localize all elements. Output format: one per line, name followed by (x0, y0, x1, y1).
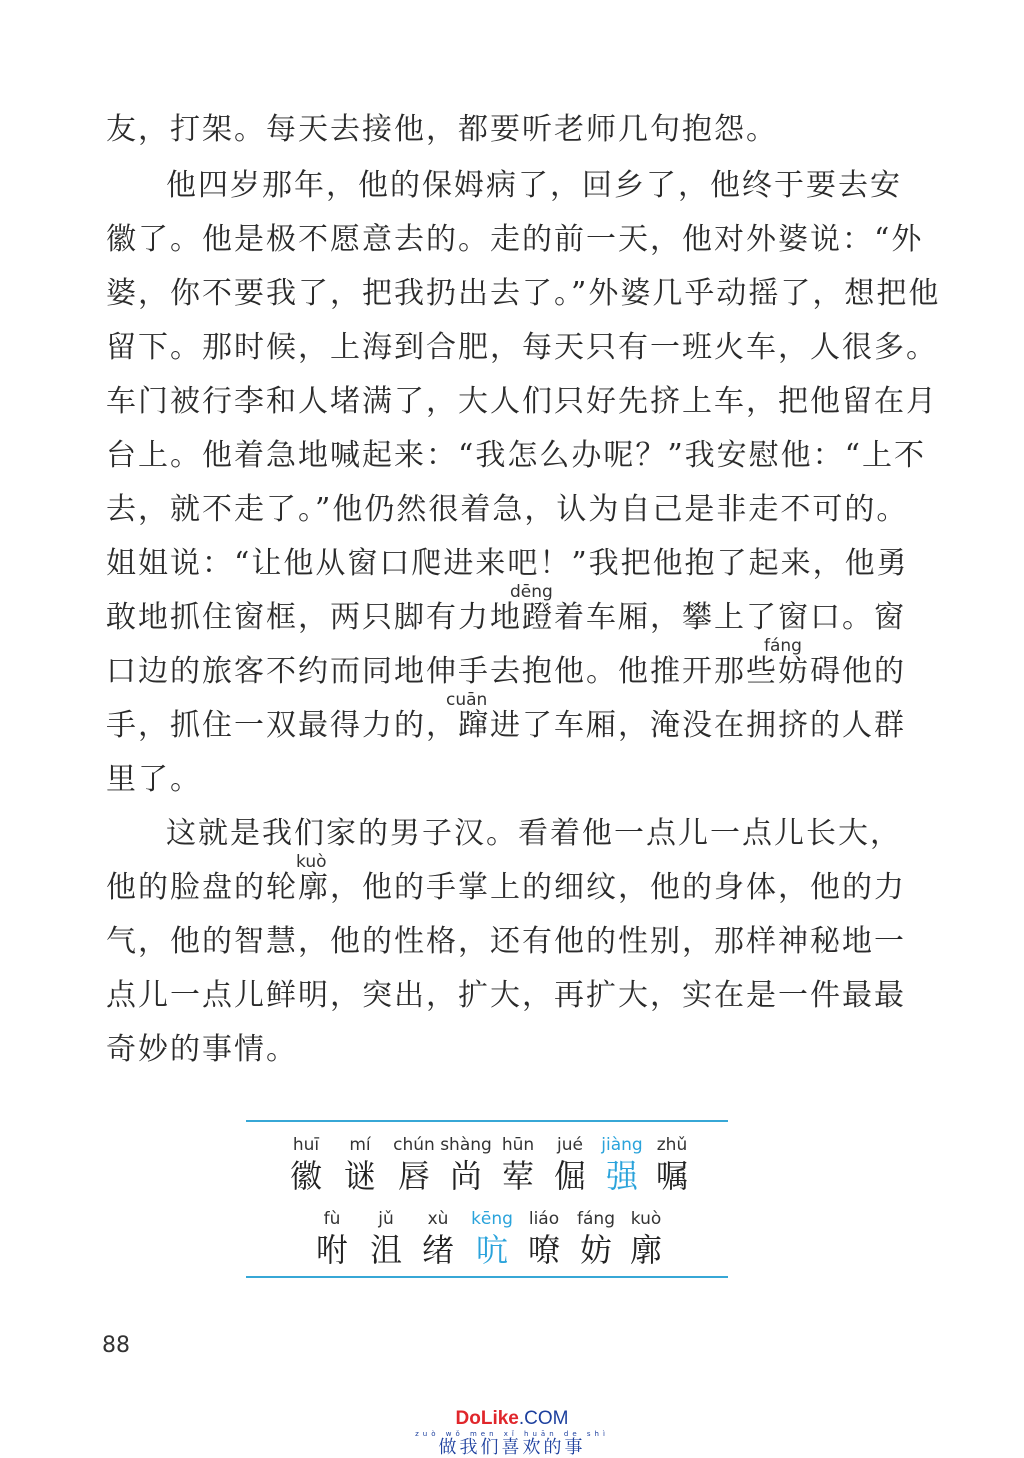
vocab-pinyin: fáng (577, 1209, 615, 1229)
vocab-item (408, 1208, 468, 1270)
vocab-pinyin: huī (292, 1135, 320, 1155)
text-line-2: 他四岁那年，他的保姆病了，回乡了，他终于要去安 (166, 168, 902, 203)
vocab-item (616, 1208, 676, 1270)
watermark-slogan: 做我们喜欢的事 (438, 1437, 586, 1458)
vocab-character: 荤 (501, 1157, 534, 1195)
vocab-pinyin: xù (427, 1209, 449, 1229)
vocab-pinyin: zhǔ (656, 1135, 688, 1155)
text-line-7: 台上。他着急地喊起来：“我怎么办呢？”我安慰他：“上不 (106, 438, 927, 473)
vocab-item (384, 1134, 444, 1196)
text-line-12: 手，抓住一双最得力的，蹿进了车厢，淹没在拥挤的人群 (106, 708, 906, 743)
vocab-row-2 (302, 1208, 682, 1278)
vocab-item (488, 1134, 548, 1196)
text-line-17: 点儿一点儿鲜明，突出，扩大，再扩大，实在是一件最最 (106, 978, 906, 1013)
text-line-10: 敢地抓住窗框，两只脚有力地蹬着车厢，攀上了窗口。窗 (106, 600, 906, 635)
page-number: 88 (102, 1333, 130, 1358)
vocab-character: 沮 (369, 1231, 402, 1269)
vocab-pinyin: jǔ (378, 1209, 394, 1229)
vocab-character: 吭 (475, 1231, 508, 1269)
text-line-15: 他的脸盘的轮廓，他的手掌上的细纹，他的身体，他的力 (106, 870, 906, 905)
text-line-16: 气，他的智慧，他的性格，还有他的性别，那样神秘地一 (106, 924, 906, 959)
vocab-row-1 (276, 1134, 706, 1204)
text-line-18: 奇妙的事情。 (106, 1032, 298, 1067)
vocab-top-rule (246, 1120, 728, 1122)
vocab-pinyin: kuò (630, 1209, 662, 1229)
watermark-logo (412, 1408, 612, 1458)
text-line-14: 这就是我们家的男子汉。看着他一点儿一点儿长大， (166, 816, 902, 851)
vocab-character: 妨 (579, 1231, 612, 1269)
vocab-item (642, 1134, 702, 1196)
vocab-pinyin: chún (393, 1135, 435, 1155)
text-line-11: 口边的旅客不约而同地伸手去抱他。他推开那些妨碍他的 (106, 654, 906, 689)
text-line-1: 友，打架。每天去接他，都要听老师几句抱怨。 (106, 112, 778, 147)
vocab-character: 绪 (421, 1231, 454, 1269)
vocab-item (514, 1208, 574, 1270)
text-line-8: 去，就不走了。”他仍然很着急，认为自己是非走不可的。 (106, 492, 909, 527)
vocab-pinyin: jué (557, 1135, 583, 1155)
vocab-item (276, 1134, 336, 1196)
vocab-character: 徽 (289, 1157, 322, 1195)
vocab-character: 嘱 (655, 1157, 688, 1195)
vocab-character: 廓 (629, 1231, 662, 1269)
text-line-4: 婆，你不要我了，把我扔出去了。”外婆几乎动摇了，想把他 (106, 276, 941, 311)
watermark-brand-suffix: .COM (518, 1408, 569, 1429)
pinyin-annotation-kuo: kuò (296, 852, 327, 872)
text-line-5: 留下。那时候，上海到合肥，每天只有一班火车，人很多。 (106, 330, 938, 365)
pinyin-annotation-cuan: cuān (446, 690, 488, 710)
vocab-pinyin: liáo (528, 1209, 560, 1229)
vocab-pinyin: jiàng (601, 1135, 643, 1155)
text-line-3: 徽了。他是极不愿意去的。走的前一天，他对外婆说：“外 (106, 222, 924, 257)
vocab-character: 嘹 (527, 1231, 560, 1269)
pinyin-annotation-deng: dēng (510, 582, 553, 602)
vocab-pinyin: hūn (501, 1135, 535, 1155)
watermark-pinyin: zuò wǒ men xǐ huān de shì (415, 1430, 609, 1438)
vocab-pinyin: fù (323, 1209, 341, 1229)
vocab-pinyin: shàng (440, 1135, 492, 1155)
vocab-item (302, 1208, 362, 1270)
watermark-brand (412, 1408, 612, 1430)
vocab-item (540, 1134, 600, 1196)
vocab-character: 谜 (343, 1157, 376, 1195)
vocab-item-highlighted (462, 1208, 522, 1270)
vocab-item (436, 1134, 496, 1196)
vocab-character: 唇 (397, 1157, 430, 1195)
text-line-6: 车门被行李和人堵满了，大人们只好先挤上车，把他留在月 (106, 384, 938, 419)
vocab-character: 强 (605, 1157, 638, 1195)
text-line-13: 里了。 (106, 762, 202, 797)
vocab-pinyin: kēng (471, 1209, 513, 1229)
pinyin-annotation-fang: fáng (764, 636, 802, 656)
text-line-9: 姐姐说：“让他从窗口爬进来吧！”我把他抱了起来，他勇 (106, 546, 909, 581)
watermark-brand-name: DoLike (455, 1408, 519, 1429)
vocab-character: 尚 (449, 1157, 482, 1195)
vocab-item (330, 1134, 390, 1196)
vocab-character: 倔 (553, 1157, 586, 1195)
vocab-character: 咐 (315, 1231, 348, 1269)
vocab-pinyin: mí (349, 1135, 371, 1155)
vocab-bottom-rule (246, 1276, 728, 1278)
vocab-item (356, 1208, 416, 1270)
